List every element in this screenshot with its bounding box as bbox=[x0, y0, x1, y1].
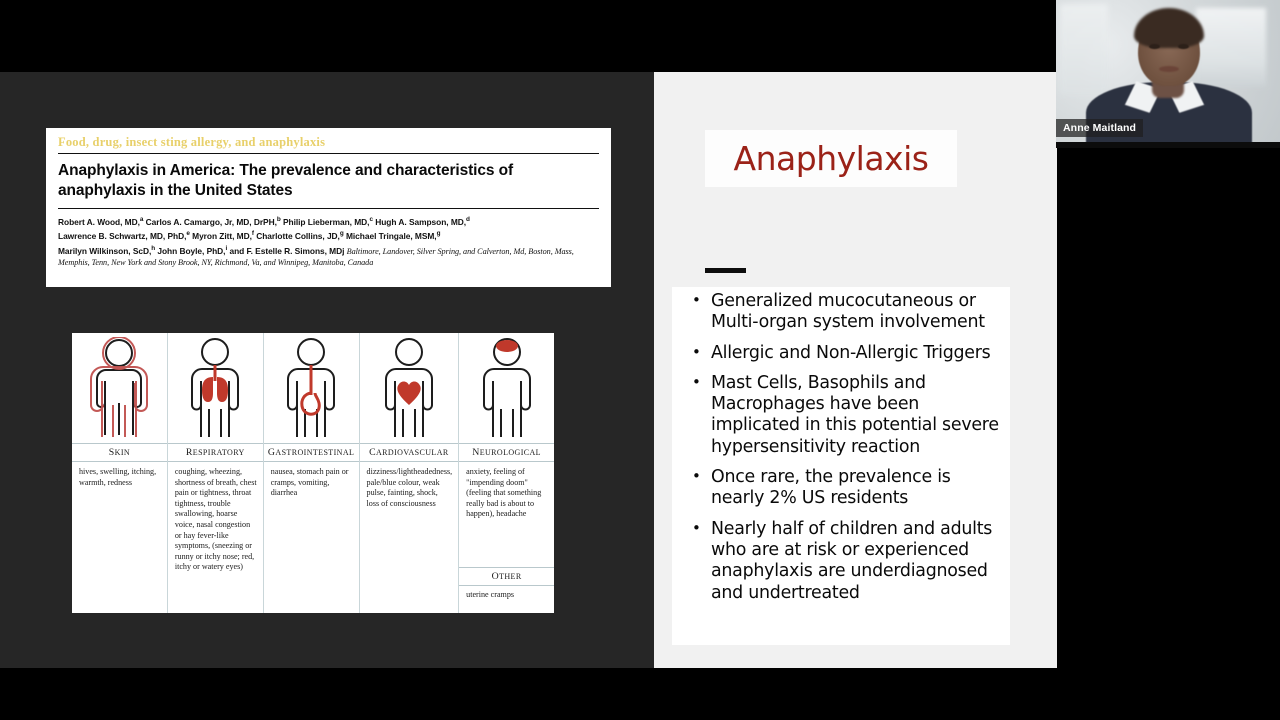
list-item: • Allergic and Non-Allergic Triggers bbox=[690, 343, 1006, 364]
slide-bullet-box bbox=[672, 287, 1010, 645]
journal-article-header bbox=[46, 128, 611, 287]
participant-name-label: Anne Maitland bbox=[1056, 119, 1143, 137]
list-item: • Once rare, the prevalence is nearly 2% US residents bbox=[690, 467, 1006, 510]
figure-spacer bbox=[72, 492, 167, 613]
article-affiliations: Baltimore, Landover, Silver Spring, and Calverton, Md, Boston, Mass, Memphis, Tenn, New York and Stony Brook, NY, Richmond, Va, and Winnipeg, Manitoba, Canada bbox=[58, 246, 574, 268]
figure-column-gastrointestinal bbox=[264, 333, 360, 613]
figure-symptoms-other: uterine cramps bbox=[466, 590, 515, 600]
article-kicker: Food, drug, insect sting allergy, and anaphylaxis bbox=[58, 135, 326, 149]
figure-label-neurological: NEUROLOGICAL bbox=[459, 443, 554, 462]
figure-column-skin bbox=[72, 333, 168, 613]
figure-spacer bbox=[360, 513, 459, 613]
figure-label-respiratory: RESPIRATORY bbox=[168, 443, 263, 462]
slide-title: Anaphylaxis bbox=[733, 139, 929, 178]
participant-eye-right bbox=[1178, 44, 1189, 49]
article-authors-line-1: Robert A. Wood, MD,$^a$ Carlos A. Camargo, Jr, MD, DrPH,$^b$ Philip Lieberman, MD,$^c$ Hugh A. Sampson, MD,$^d$ bbox=[58, 216, 470, 227]
bullet-list bbox=[690, 291, 1006, 604]
figure-spacer bbox=[264, 503, 359, 613]
figure-symptoms-skin: hives, swelling, itching, warmth, redness bbox=[79, 467, 157, 487]
title-underline-dash bbox=[705, 268, 746, 273]
figure-column-neurological bbox=[459, 333, 554, 613]
figure-symptoms-neurological: anxiety, feeling of "impending doom" (feeling that something really bad is about to happen), headache bbox=[466, 467, 542, 519]
body-heart-icon bbox=[360, 333, 459, 443]
slide-right-panel bbox=[654, 72, 1057, 668]
body-lungs-icon bbox=[168, 333, 263, 443]
figure-symptoms-gastrointestinal: nausea, stomach pain or cramps, vomiting, diarrhea bbox=[270, 467, 349, 498]
list-item: • Nearly half of children and adults who are at risk or experienced anaphylaxis are underdiagnosed and undertreated bbox=[690, 519, 1006, 604]
video-tile-bottom-bar bbox=[1056, 142, 1280, 148]
participant-video-tile[interactable] bbox=[1056, 0, 1280, 148]
figure-spacer bbox=[168, 577, 263, 613]
article-authors bbox=[58, 214, 599, 269]
figure-symptoms-cardiovascular: dizziness/lightheadedness, pale/blue colour, weak pulse, fainting, shock, loss of consciousness bbox=[366, 467, 453, 508]
article-rule-bottom bbox=[58, 208, 599, 209]
article-authors-line-3 bbox=[58, 243, 599, 269]
list-item: • Generalized mucocutaneous or Multi-organ system involvement bbox=[690, 291, 1006, 334]
list-item: • Mast Cells, Basophils and Macrophages have been implicated in this potential severe hypersensitivity reaction bbox=[690, 373, 1006, 458]
body-skin-icon bbox=[72, 333, 167, 443]
article-rule-top bbox=[58, 153, 599, 154]
body-brain-icon bbox=[459, 333, 554, 443]
figure-label-cardiovascular: CARDIOVASCULAR bbox=[360, 443, 459, 462]
figure-label-gastrointestinal: GASTROINTESTINAL bbox=[264, 443, 359, 462]
figure-label-skin: SKIN bbox=[72, 443, 167, 462]
figure-symptoms-respiratory: coughing, wheezing, shortness of breath, chest pain or tightness, throat tightness, trouble swallowing, hoarse voice, nasal congestion or hay fever-like symptoms, (sneezing or runny or itchy nose; red, itchy or watery eyes) bbox=[174, 467, 257, 572]
participant-mouth bbox=[1159, 66, 1179, 72]
anaphylaxis-symptoms-figure bbox=[72, 333, 554, 613]
video-background-window-right bbox=[1196, 8, 1266, 86]
slide-title-box bbox=[705, 130, 957, 187]
figure-column-cardiovascular bbox=[360, 333, 460, 613]
slide-left-panel bbox=[0, 72, 654, 668]
figure-column-respiratory bbox=[168, 333, 264, 613]
video-background-window-left bbox=[1060, 4, 1108, 94]
article-authors-line-2: Lawrence B. Schwartz, MD, PhD,$^e$ Myron Zitt, MD,$^f$ Charlotte Collins, JD,$^g$ Michael Tringale, MSM,$^g$ bbox=[58, 230, 441, 242]
article-title: Anaphylaxis in America: The prevalence and characteristics of anaphylaxis in the United States bbox=[58, 162, 514, 199]
figure-label-other: OTHER bbox=[459, 567, 554, 586]
figure-columns bbox=[72, 333, 554, 613]
body-stomach-icon bbox=[264, 333, 359, 443]
participant-eye-left bbox=[1149, 44, 1160, 49]
article-authors-line-3-text: Marilyn Wilkinson, ScD,$^h$ John Boyle, PhD,$^i$ and F. Estelle R. Simons, MDj bbox=[58, 244, 345, 256]
